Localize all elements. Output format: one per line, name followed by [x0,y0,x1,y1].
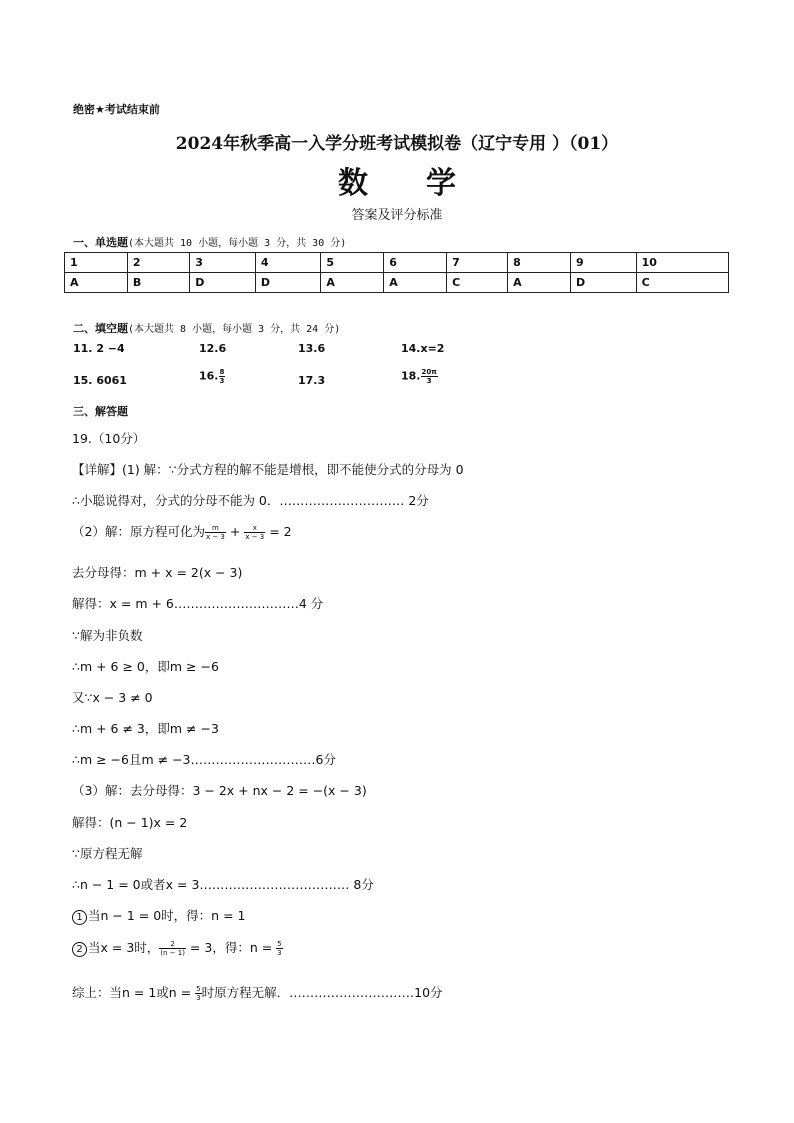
solution-line [72,938,283,957]
solution-line: 解得：(n − 1)x = 2 [72,815,188,830]
fill-answer-13: 13.6 [298,342,326,355]
confidential-label: 绝密★考试结束前 [73,103,160,116]
fill-label: 18. [401,369,421,383]
question-number: 8 [508,253,571,273]
solution-line [72,522,292,541]
question-number: 6 [384,253,447,273]
table-row [65,253,729,273]
answer-cell: A [321,273,384,293]
text: = 3，得：n = [185,940,277,955]
fill-answer-15: 15. 6061 [73,374,127,387]
fill-label: 16. [199,369,219,383]
numerator: 5 [277,940,282,948]
question-number: 5 [321,253,384,273]
denominator: 3 [196,994,201,1002]
question-number: 7 [447,253,508,273]
solution-line: ∴m ≥ −6且m ≠ −3…………………………6分 [72,752,336,767]
fraction [276,940,282,957]
question-19-header: 19.（10分） [72,431,146,446]
answer-cell: A [65,273,128,293]
solution-line: 解得：x = m + 6…………………………4 分 [72,596,324,611]
text: 当n − 1 = 0时，得：n = 1 [88,908,246,923]
numerator: 8 [219,368,225,376]
solution-line: 【详解】(1) 解：∵分式方程的解不能是增根，即不能使分式的分母为 0 [72,462,464,477]
solution-line: （3）解：去分母得：3 − 2x + nx − 2 = −(x − 3) [72,783,367,798]
circled-number-1: 1 [72,910,87,925]
solution-line: ∵解为非负数 [72,628,143,643]
circled-number-2: 2 [72,942,87,957]
table-row [65,273,729,293]
text: （2）解：原方程可化为 [72,524,205,539]
answer-cell: A [508,273,571,293]
solution-line: ∴小聪说得对，分式的分母不能为 0．………………………… 2分 [72,493,429,508]
section1-title: 一、单选题 [73,236,128,249]
subject-title: 数学 [338,166,514,201]
fill-answer-16 [199,368,225,385]
fill-answer-18 [401,368,438,385]
fraction [219,368,226,385]
solution-line: 去分母得：m + x = 2(x − 3) [72,565,243,580]
fill-answer-17: 17.3 [298,374,326,387]
numerator: 5 [196,985,201,993]
solution-line: ∴m + 6 ≠ 3，即m ≠ −3 [72,721,219,736]
denominator: x − 3 [205,533,225,541]
text: + [225,524,245,539]
section2-heading [73,320,340,336]
answer-key-subtitle: 答案及评分标准 [351,208,443,223]
denominator: 3 [426,377,432,385]
section2-note: (本大题共 8 小题，每小题 3 分，共 24 分) [128,324,341,335]
question-number: 9 [571,253,637,273]
numerator: 2 [159,940,186,949]
section1-note: (本大题共 10 小题，每小题 3 分，共 30 分) [128,238,347,249]
answer-cell: C [636,273,728,293]
denominator: (n − 1) [160,949,185,957]
answer-cell: D [190,273,256,293]
question-number: 2 [127,253,189,273]
question-number: 1 [65,253,128,273]
solution-line: ∵原方程无解 [72,846,143,861]
text: 时原方程无解．…………………………10分 [201,985,443,1000]
fraction [205,524,226,541]
exam-title: 2024年秋季高一入学分班考试模拟卷（辽宁专用 ）（01） [175,134,619,154]
text: 综上：当n = 1或n = [72,985,196,1000]
solution-line [72,906,245,925]
answer-cell: A [384,273,447,293]
fraction [421,368,438,385]
choice-answer-table [64,252,729,293]
fill-answer-11: 11. 2 −4 [73,342,125,355]
section3-heading: 三、解答题 [73,405,128,418]
fill-answer-14: 14.x=2 [401,342,445,355]
answer-cell: D [255,273,321,293]
text: = 2 [265,524,292,539]
answer-cell: D [571,273,637,293]
answer-cell: C [447,273,508,293]
question-number: 10 [636,253,728,273]
denominator: 3 [277,949,282,957]
section1-heading [73,234,346,250]
solution-line: 又∵x − 3 ≠ 0 [72,690,153,705]
solution-line: ∴m + 6 ≥ 0，即m ≥ −6 [72,659,219,674]
fraction [244,524,265,541]
numerator: 20π [421,368,437,376]
solution-line: ∴n − 1 = 0或者x = 3……………………………… 8分 [72,877,374,892]
numerator: x [244,524,265,533]
solution-line [72,983,443,1002]
numerator: m [205,524,226,533]
question-number: 3 [190,253,256,273]
fraction [159,940,186,957]
section2-title: 二、填空题 [73,322,128,335]
denominator: 3 [219,377,225,385]
denominator: x − 3 [245,533,265,541]
question-number: 4 [255,253,321,273]
text: 当x = 3时， [88,940,160,955]
fill-answer-12: 12.6 [199,342,227,355]
answer-cell: B [127,273,189,293]
